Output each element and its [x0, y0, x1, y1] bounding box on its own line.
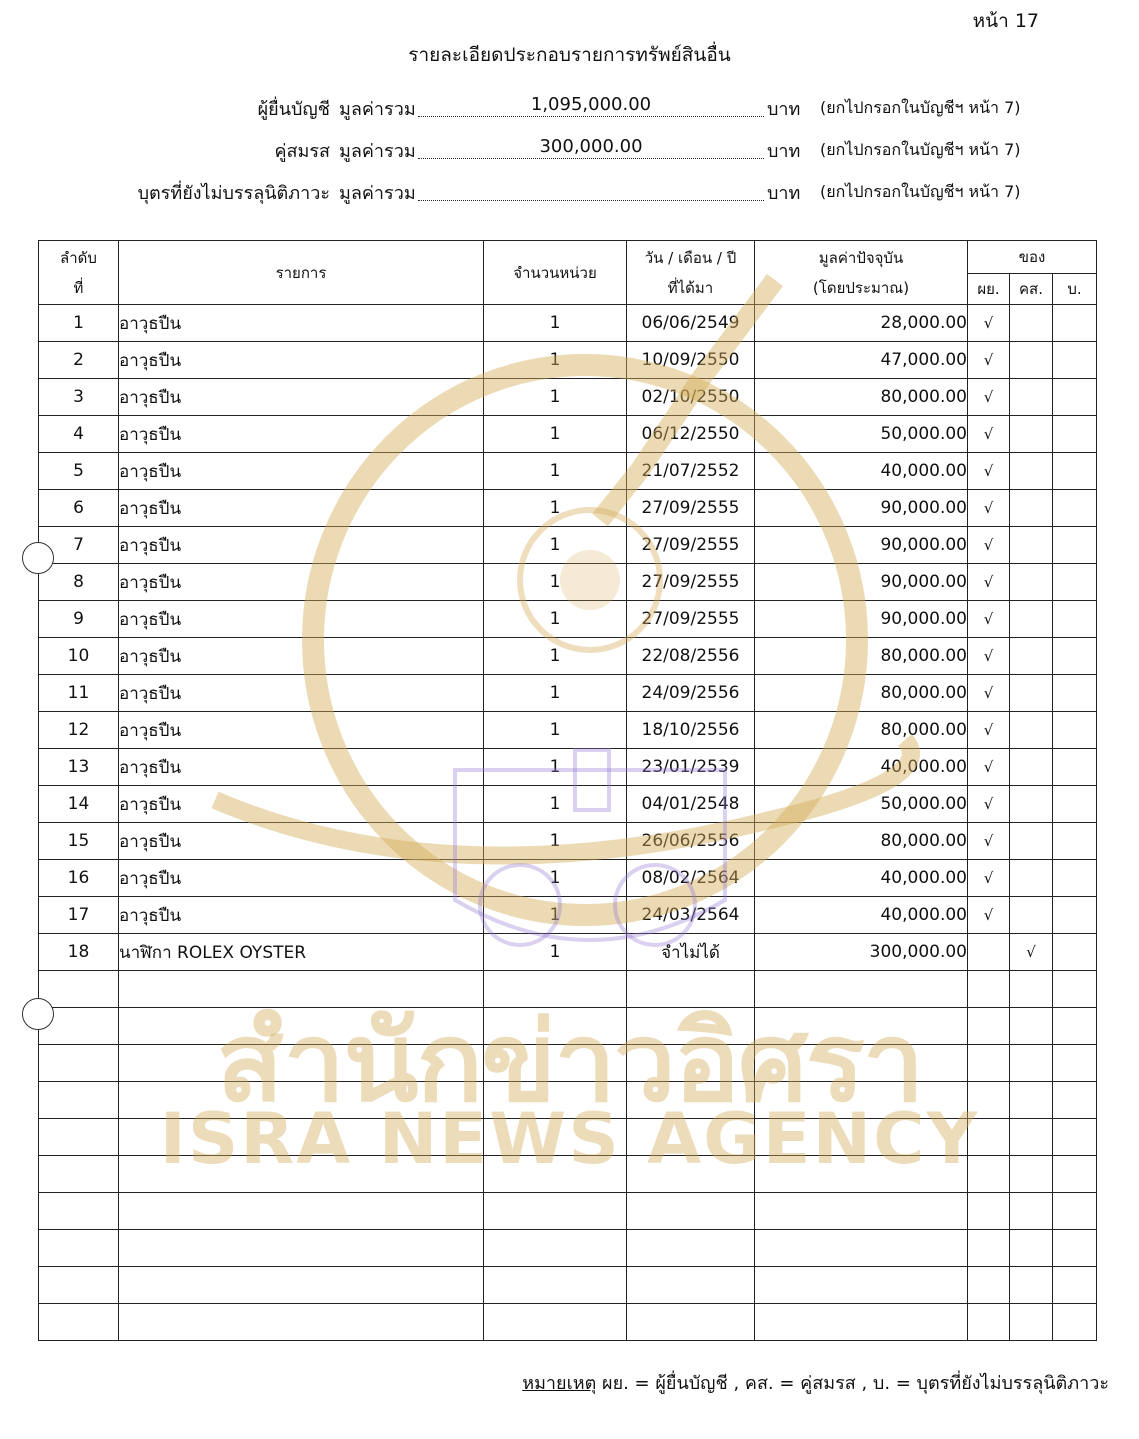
page-title: รายละเอียดประกอบรายการทรัพย์สินอื่น — [408, 44, 731, 66]
cell-owner-declarant: √ — [968, 638, 1010, 675]
header-no-line2: ที่ — [73, 278, 84, 297]
cell-owner-spouse — [1010, 1193, 1053, 1230]
summary-amount — [418, 178, 764, 201]
cell-owner-declarant: √ — [968, 675, 1010, 712]
cell-no: 2 — [39, 342, 119, 379]
cell-date — [627, 1304, 755, 1341]
cell-item: อาวุธปืน — [119, 860, 484, 897]
summary-unit: บาท — [767, 183, 801, 204]
cell-owner-declarant — [968, 1045, 1010, 1082]
cell-item: อาวุธปืน — [119, 342, 484, 379]
cell-owner-declarant — [968, 1082, 1010, 1119]
cell-date — [627, 1045, 755, 1082]
cell-item: อาวุธปืน — [119, 490, 484, 527]
cell-no: 9 — [39, 601, 119, 638]
cell-owner-spouse — [1010, 823, 1053, 860]
cell-owner-child — [1053, 1008, 1097, 1045]
empty-row — [39, 1082, 1097, 1119]
cell-item — [119, 1304, 484, 1341]
cell-owner-spouse — [1010, 1304, 1053, 1341]
empty-row — [39, 1045, 1097, 1082]
empty-row — [39, 1230, 1097, 1267]
cell-owner-child — [1053, 860, 1097, 897]
cell-date: 18/10/2556 — [627, 712, 755, 749]
cell-value — [755, 1156, 968, 1193]
summary-label: มูลค่ารวม — [339, 183, 416, 204]
cell-item — [119, 1008, 484, 1045]
cell-owner-spouse — [1010, 1156, 1053, 1193]
cell-value — [755, 1267, 968, 1304]
cell-owner-child — [1053, 379, 1097, 416]
footnote-label: หมายเหตุ — [522, 1373, 597, 1394]
cell-item — [119, 1045, 484, 1082]
summary-unit: บาท — [767, 99, 801, 120]
summary-who: คู่สมรส — [274, 141, 330, 162]
cell-value: 47,000.00 — [755, 342, 968, 379]
cell-qty: 1 — [484, 712, 627, 749]
header-no-line1: ลำดับ — [60, 248, 97, 267]
cell-owner-spouse — [1010, 1082, 1053, 1119]
cell-date: 06/06/2549 — [627, 305, 755, 342]
cell-owner-child — [1053, 527, 1097, 564]
empty-row — [39, 1008, 1097, 1045]
cell-date: 27/09/2555 — [627, 527, 755, 564]
cell-date: 26/06/2556 — [627, 823, 755, 860]
header-date-line2: ที่ได้มา — [667, 278, 714, 297]
cell-no: 11 — [39, 675, 119, 712]
table-row — [39, 823, 1097, 860]
cell-date: 06/12/2550 — [627, 416, 755, 453]
summary-amount: 1,095,000.00 — [418, 94, 764, 117]
cell-no — [39, 1045, 119, 1082]
header-value — [755, 241, 968, 305]
cell-value: 80,000.00 — [755, 712, 968, 749]
table-row — [39, 860, 1097, 897]
cell-owner-spouse — [1010, 786, 1053, 823]
cell-no — [39, 1304, 119, 1341]
cell-value: 90,000.00 — [755, 601, 968, 638]
table-row — [39, 564, 1097, 601]
cell-qty — [484, 1156, 627, 1193]
cell-no: 13 — [39, 749, 119, 786]
cell-owner-spouse — [1010, 1045, 1053, 1082]
cell-qty — [484, 1267, 627, 1304]
cell-owner-child — [1053, 675, 1097, 712]
cell-value: 90,000.00 — [755, 564, 968, 601]
cell-no: 1 — [39, 305, 119, 342]
cell-no: 15 — [39, 823, 119, 860]
cell-owner-declarant: √ — [968, 527, 1010, 564]
cell-item — [119, 1156, 484, 1193]
empty-row — [39, 1267, 1097, 1304]
cell-owner-declarant: √ — [968, 490, 1010, 527]
cell-no: 16 — [39, 860, 119, 897]
cell-owner-spouse — [1010, 342, 1053, 379]
footnote-text: ผย. = ผู้ยื่นบัญชี , คส. = คู่สมรส , บ. = บุตรที่ยังไม่บรรลุนิติภาวะ — [596, 1373, 1109, 1394]
cell-owner-child — [1053, 416, 1097, 453]
cell-value: 50,000.00 — [755, 786, 968, 823]
cell-owner-spouse — [1010, 490, 1053, 527]
cell-value: 90,000.00 — [755, 490, 968, 527]
header-value-line2: (โดยประมาณ) — [812, 278, 910, 297]
empty-row — [39, 1304, 1097, 1341]
cell-no — [39, 1082, 119, 1119]
cell-qty: 1 — [484, 897, 627, 934]
cell-owner-child — [1053, 305, 1097, 342]
cell-owner-declarant — [968, 1230, 1010, 1267]
cell-qty: 1 — [484, 749, 627, 786]
page-number: หน้า 17 — [972, 10, 1039, 32]
summary-row-child — [0, 178, 1139, 204]
cell-owner-child — [1053, 897, 1097, 934]
cell-owner-child — [1053, 453, 1097, 490]
cell-qty — [484, 1008, 627, 1045]
watermark-thai: สำนักข่าวอิศรา — [216, 998, 923, 1126]
cell-qty: 1 — [484, 934, 627, 971]
cell-item: อาวุธปืน — [119, 638, 484, 675]
cell-value — [755, 1230, 968, 1267]
cell-owner-child — [1053, 1082, 1097, 1119]
cell-qty — [484, 1082, 627, 1119]
cell-qty: 1 — [484, 527, 627, 564]
header-owner-child: บ. — [1053, 274, 1097, 305]
cell-value: 28,000.00 — [755, 305, 968, 342]
cell-qty — [484, 971, 627, 1008]
cell-no — [39, 1193, 119, 1230]
cell-date: 24/03/2564 — [627, 897, 755, 934]
cell-date — [627, 971, 755, 1008]
cell-owner-declarant — [968, 1193, 1010, 1230]
summary-row-declarant — [0, 94, 1139, 120]
cell-value — [755, 1082, 968, 1119]
cell-item: อาวุธปืน — [119, 786, 484, 823]
table-row — [39, 934, 1097, 971]
header-value-line1: มูลค่าปัจจุบัน — [818, 248, 904, 267]
cell-owner-declarant: √ — [968, 786, 1010, 823]
cell-date — [627, 1156, 755, 1193]
cell-owner-spouse — [1010, 1008, 1053, 1045]
cell-qty: 1 — [484, 638, 627, 675]
cell-owner-declarant: √ — [968, 860, 1010, 897]
summary-label: มูลค่ารวม — [339, 141, 416, 162]
cell-owner-child — [1053, 1156, 1097, 1193]
cell-item — [119, 971, 484, 1008]
cell-owner-declarant — [968, 1156, 1010, 1193]
table-row — [39, 638, 1097, 675]
cell-no — [39, 1119, 119, 1156]
cell-no: 8 — [39, 564, 119, 601]
cell-qty: 1 — [484, 860, 627, 897]
cell-owner-declarant — [968, 1267, 1010, 1304]
cell-item: อาวุธปืน — [119, 527, 484, 564]
cell-date — [627, 1082, 755, 1119]
cell-owner-spouse — [1010, 712, 1053, 749]
summary-amount: 300,000.00 — [418, 136, 764, 159]
header-qty: จำนวนหน่วย — [484, 241, 627, 305]
cell-owner-child — [1053, 601, 1097, 638]
table-row — [39, 749, 1097, 786]
cell-item: อาวุธปืน — [119, 305, 484, 342]
summary-label: มูลค่ารวม — [339, 99, 416, 120]
summary-unit: บาท — [767, 141, 801, 162]
cell-owner-declarant: √ — [968, 379, 1010, 416]
cell-owner-child — [1053, 490, 1097, 527]
cell-qty — [484, 1193, 627, 1230]
table-row — [39, 675, 1097, 712]
punch-hole-upper — [22, 542, 54, 574]
cell-owner-spouse — [1010, 453, 1053, 490]
cell-owner-spouse — [1010, 1230, 1053, 1267]
cell-no: 7 — [39, 527, 119, 564]
cell-value: 80,000.00 — [755, 823, 968, 860]
cell-qty — [484, 1230, 627, 1267]
cell-no: 4 — [39, 416, 119, 453]
cell-owner-child — [1053, 342, 1097, 379]
cell-date — [627, 1119, 755, 1156]
cell-no: 10 — [39, 638, 119, 675]
cell-owner-declarant: √ — [968, 453, 1010, 490]
cell-value — [755, 1045, 968, 1082]
cell-owner-spouse — [1010, 675, 1053, 712]
cell-qty: 1 — [484, 305, 627, 342]
cell-value — [755, 1193, 968, 1230]
watermark-english: ISRA NEWS AGENCY — [159, 1098, 980, 1180]
cell-date: 27/09/2555 — [627, 490, 755, 527]
cell-no: 6 — [39, 490, 119, 527]
cell-owner-spouse — [1010, 1119, 1053, 1156]
cell-qty — [484, 1045, 627, 1082]
cell-owner-child — [1053, 1304, 1097, 1341]
cell-value: 80,000.00 — [755, 638, 968, 675]
cell-item — [119, 1230, 484, 1267]
cell-date: 21/07/2552 — [627, 453, 755, 490]
cell-date — [627, 1267, 755, 1304]
cell-owner-declarant — [968, 1119, 1010, 1156]
cell-owner-spouse — [1010, 638, 1053, 675]
cell-no — [39, 1230, 119, 1267]
cell-item — [119, 1193, 484, 1230]
header-owner: ของ — [968, 241, 1097, 274]
cell-date — [627, 1230, 755, 1267]
cell-qty: 1 — [484, 823, 627, 860]
cell-qty: 1 — [484, 786, 627, 823]
cell-owner-child — [1053, 823, 1097, 860]
cell-no — [39, 971, 119, 1008]
cell-owner-declarant: √ — [968, 416, 1010, 453]
footnote — [522, 1368, 1109, 1397]
summary-who: บุตรที่ยังไม่บรรลุนิติภาวะ — [137, 183, 330, 204]
table-row — [39, 305, 1097, 342]
cell-item: อาวุธปืน — [119, 712, 484, 749]
table-row — [39, 342, 1097, 379]
cell-qty — [484, 1119, 627, 1156]
cell-item: นาฬิกา ROLEX OYSTER — [119, 934, 484, 971]
cell-owner-spouse — [1010, 749, 1053, 786]
header-no — [39, 241, 119, 305]
table-row — [39, 601, 1097, 638]
cell-owner-child — [1053, 564, 1097, 601]
asset-table — [38, 240, 1097, 1341]
cell-owner-declarant — [968, 1304, 1010, 1341]
cell-date — [627, 1193, 755, 1230]
cell-owner-spouse — [1010, 601, 1053, 638]
cell-date: 04/01/2548 — [627, 786, 755, 823]
cell-value: 40,000.00 — [755, 860, 968, 897]
cell-value — [755, 971, 968, 1008]
cell-value: 40,000.00 — [755, 749, 968, 786]
cell-owner-spouse — [1010, 860, 1053, 897]
cell-owner-child — [1053, 1267, 1097, 1304]
header-owner-spouse: คส. — [1010, 274, 1053, 305]
cell-item: อาวุธปืน — [119, 675, 484, 712]
table-row — [39, 453, 1097, 490]
summary-who: ผู้ยื่นบัญชี — [257, 99, 330, 120]
cell-item — [119, 1267, 484, 1304]
cell-item: อาวุธปืน — [119, 897, 484, 934]
cell-owner-declarant: √ — [968, 601, 1010, 638]
header-date-line1: วัน / เดือน / ปี — [644, 248, 737, 267]
empty-row — [39, 1193, 1097, 1230]
cell-owner-spouse: √ — [1010, 934, 1053, 971]
cell-date — [627, 1008, 755, 1045]
cell-owner-child — [1053, 1045, 1097, 1082]
cell-value — [755, 1304, 968, 1341]
table-row — [39, 712, 1097, 749]
cell-date: 24/09/2556 — [627, 675, 755, 712]
table-row — [39, 416, 1097, 453]
cell-date: 22/08/2556 — [627, 638, 755, 675]
cell-qty: 1 — [484, 675, 627, 712]
cell-date: 27/09/2555 — [627, 564, 755, 601]
cell-item — [119, 1082, 484, 1119]
cell-value: 80,000.00 — [755, 379, 968, 416]
summary-row-spouse — [0, 136, 1139, 162]
table-row — [39, 786, 1097, 823]
cell-date: 10/09/2550 — [627, 342, 755, 379]
cell-qty: 1 — [484, 342, 627, 379]
cell-owner-child — [1053, 638, 1097, 675]
cell-value: 40,000.00 — [755, 897, 968, 934]
summary-note: (ยกไปกรอกในบัญชีฯ หน้า 7) — [820, 98, 1021, 117]
cell-no: 5 — [39, 453, 119, 490]
cell-no — [39, 1267, 119, 1304]
cell-no: 18 — [39, 934, 119, 971]
cell-no — [39, 1156, 119, 1193]
cell-qty: 1 — [484, 564, 627, 601]
cell-owner-declarant: √ — [968, 823, 1010, 860]
cell-item: อาวุธปืน — [119, 823, 484, 860]
cell-value — [755, 1008, 968, 1045]
cell-item: อาวุธปืน — [119, 749, 484, 786]
cell-no: 3 — [39, 379, 119, 416]
cell-date: 02/10/2550 — [627, 379, 755, 416]
cell-owner-declarant — [968, 1008, 1010, 1045]
cell-owner-child — [1053, 1230, 1097, 1267]
cell-item: อาวุธปืน — [119, 379, 484, 416]
cell-owner-child — [1053, 786, 1097, 823]
cell-no: 14 — [39, 786, 119, 823]
cell-date: 27/09/2555 — [627, 601, 755, 638]
cell-qty: 1 — [484, 601, 627, 638]
cell-item: อาวุธปืน — [119, 416, 484, 453]
cell-item: อาวุธปืน — [119, 601, 484, 638]
header-item: รายการ — [119, 241, 484, 305]
cell-owner-declarant: √ — [968, 897, 1010, 934]
cell-owner-spouse — [1010, 416, 1053, 453]
cell-owner-declarant — [968, 934, 1010, 971]
cell-qty — [484, 1304, 627, 1341]
cell-value: 80,000.00 — [755, 675, 968, 712]
cell-owner-spouse — [1010, 379, 1053, 416]
cell-owner-spouse — [1010, 564, 1053, 601]
cell-owner-declarant: √ — [968, 305, 1010, 342]
cell-owner-spouse — [1010, 897, 1053, 934]
punch-hole-lower — [22, 998, 54, 1030]
cell-qty: 1 — [484, 379, 627, 416]
empty-row — [39, 971, 1097, 1008]
summary-note: (ยกไปกรอกในบัญชีฯ หน้า 7) — [820, 182, 1021, 201]
cell-qty: 1 — [484, 416, 627, 453]
asset-rows — [39, 305, 1097, 1341]
cell-value: 300,000.00 — [755, 934, 968, 971]
cell-owner-declarant: √ — [968, 342, 1010, 379]
summary-note: (ยกไปกรอกในบัญชีฯ หน้า 7) — [820, 140, 1021, 159]
cell-qty: 1 — [484, 453, 627, 490]
cell-owner-spouse — [1010, 305, 1053, 342]
cell-owner-child — [1053, 934, 1097, 971]
cell-owner-child — [1053, 1119, 1097, 1156]
cell-owner-child — [1053, 971, 1097, 1008]
table-row — [39, 897, 1097, 934]
table-row — [39, 527, 1097, 564]
table-row — [39, 379, 1097, 416]
cell-owner-spouse — [1010, 527, 1053, 564]
cell-date: จำไม่ได้ — [627, 934, 755, 971]
cell-value: 90,000.00 — [755, 527, 968, 564]
cell-owner-child — [1053, 1193, 1097, 1230]
cell-no: 12 — [39, 712, 119, 749]
empty-row — [39, 1156, 1097, 1193]
cell-owner-child — [1053, 712, 1097, 749]
cell-item: อาวุธปืน — [119, 453, 484, 490]
cell-owner-child — [1053, 749, 1097, 786]
cell-owner-declarant: √ — [968, 564, 1010, 601]
table-row — [39, 490, 1097, 527]
cell-value: 40,000.00 — [755, 453, 968, 490]
cell-date: 23/01/2539 — [627, 749, 755, 786]
cell-owner-declarant — [968, 971, 1010, 1008]
empty-row — [39, 1119, 1097, 1156]
header-owner-declarant: ผย. — [968, 274, 1010, 305]
cell-no: 17 — [39, 897, 119, 934]
cell-item — [119, 1119, 484, 1156]
cell-owner-spouse — [1010, 971, 1053, 1008]
cell-qty: 1 — [484, 490, 627, 527]
cell-item: อาวุธปืน — [119, 564, 484, 601]
cell-value: 50,000.00 — [755, 416, 968, 453]
cell-owner-declarant: √ — [968, 749, 1010, 786]
cell-owner-declarant: √ — [968, 712, 1010, 749]
cell-value — [755, 1119, 968, 1156]
header-date — [627, 241, 755, 305]
cell-date: 08/02/2564 — [627, 860, 755, 897]
cell-owner-spouse — [1010, 1267, 1053, 1304]
